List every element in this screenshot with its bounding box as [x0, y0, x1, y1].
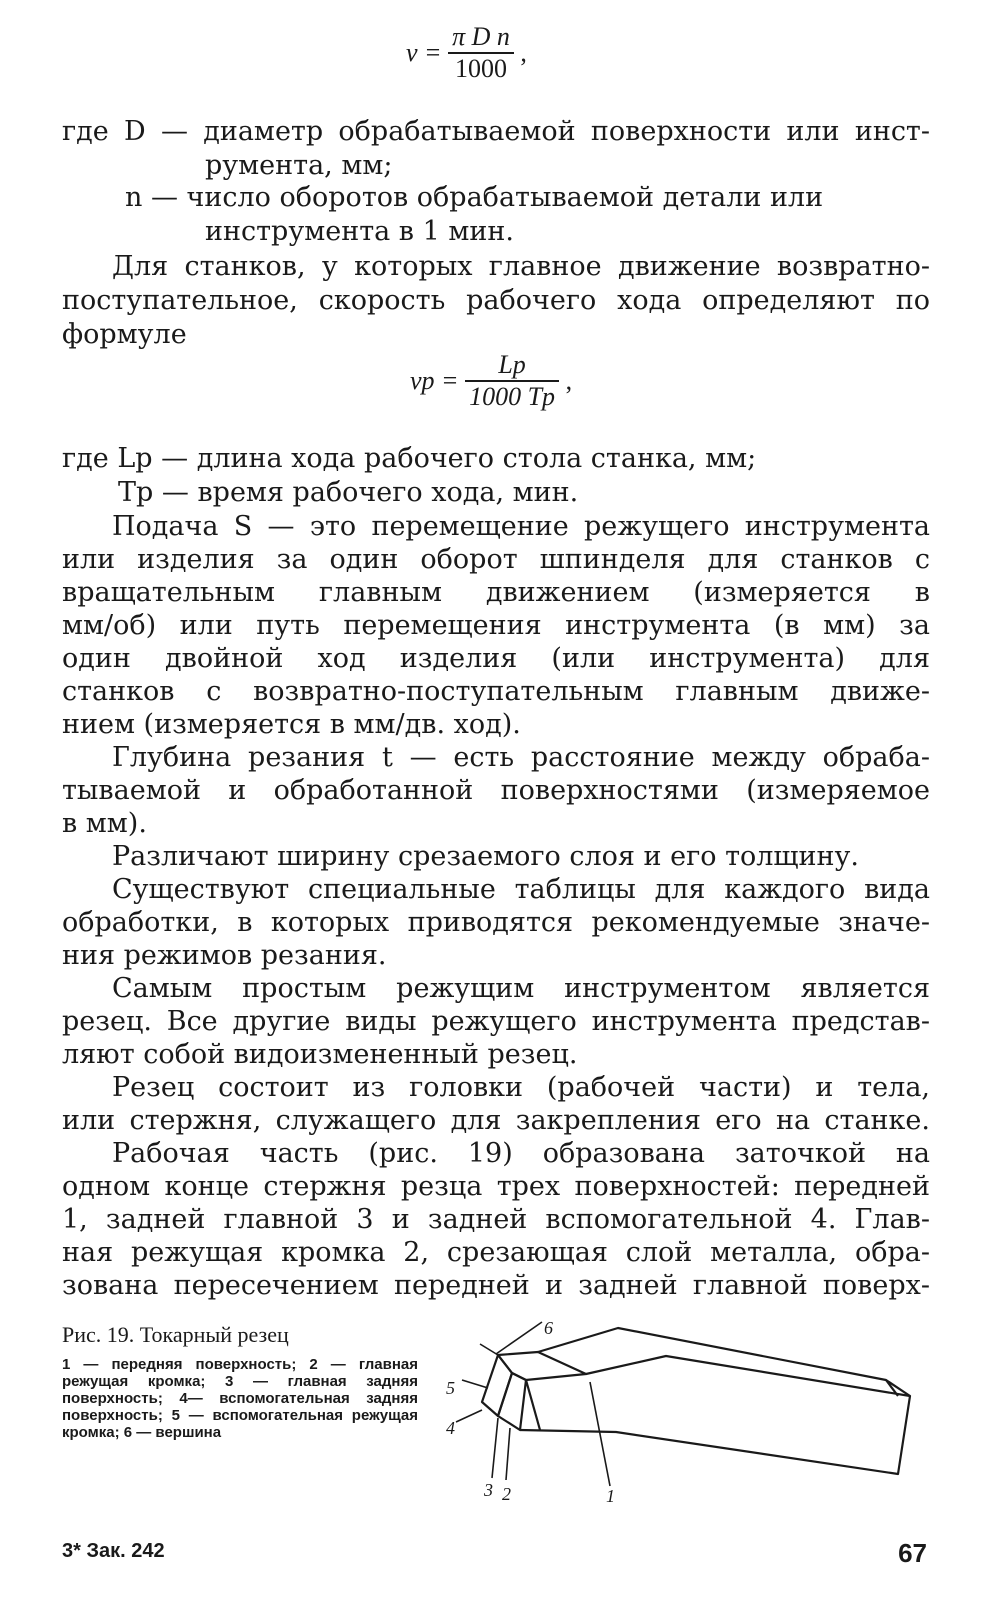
- paragraph-line: станков с возвратно-поступательным главным движе-: [62, 676, 930, 707]
- paragraph-line: ния режимов резания.: [62, 940, 387, 971]
- paragraph-line: или стержня, служащего для закрепления его на станке.: [62, 1105, 930, 1136]
- definition-line: где Lр — длина хода рабочего стола станка, мм;: [62, 443, 757, 474]
- label-6: 6: [544, 1318, 553, 1338]
- paragraph-line: мм/об) или путь перемещения инструмента (в мм) за: [62, 610, 930, 641]
- label-2: 2: [502, 1484, 511, 1504]
- paragraph-line: Существуют специальные таблицы для каждого вида: [112, 874, 930, 905]
- figure-caption: Рис. 19. Токарный резец: [62, 1322, 289, 1347]
- paragraph-line: или изделия за один оборот шпинделя для станков с: [62, 544, 930, 575]
- definition-line: Tр — время рабочего хода, мин.: [118, 477, 579, 508]
- paragraph-line: одном конце стержня резца трех поверхностей: передней: [62, 1171, 930, 1202]
- figure-legend: 1 — передняя поверхность; 2 — главная режущая кромка; 3 — главная задняя поверхность; 4— вспомогательная задняя поверхность; 5 — вспомогательная режущая кромка; 6 — вершина: [62, 1356, 418, 1441]
- paragraph-line: Различают ширину срезаемого слоя и его толщину.: [112, 841, 859, 872]
- paragraph-line: ная режущая кромка 2, срезающая слой металла, обра-: [62, 1237, 930, 1268]
- lathe-tool-figure: [440, 1318, 930, 1508]
- formula-fraction: [448, 22, 514, 84]
- definition-line: где D — диаметр обрабатываемой поверхности или инст-: [62, 116, 930, 147]
- formula-lhs: v =: [406, 38, 442, 67]
- paragraph-line: Рабочая часть (рис. 19) образована заточкой на: [112, 1138, 930, 1169]
- formula-denominator: 1000: [455, 54, 507, 83]
- formula-denominator: 1000 Tр: [469, 382, 556, 411]
- paragraph-line: вращательным главным движением (измеряется в: [62, 577, 930, 608]
- paragraph-line: тываемой и обработанной поверхностями (измеряемое: [62, 775, 930, 806]
- formula-comma: ,: [520, 38, 527, 67]
- page-number: 67: [898, 1538, 927, 1568]
- paragraph-line: Для станков, у которых главное движение возвратно-: [112, 251, 930, 282]
- paragraph-line: Самым простым режущим инструментом является: [112, 973, 930, 1004]
- label-1: 1: [606, 1486, 615, 1506]
- formula-numerator: π D n: [448, 22, 514, 54]
- paragraph-line: резец. Все другие виды режущего инструмента представ-: [62, 1006, 930, 1037]
- label-5: 5: [446, 1378, 455, 1398]
- definition-line: n — число оборотов обрабатываемой детали или: [125, 182, 824, 213]
- definition-line: румента, мм;: [205, 150, 393, 181]
- paragraph-line: формуле: [62, 319, 187, 350]
- paragraph-line: 1, задней главной 3 и задней вспомогательной 4. Глав-: [62, 1204, 930, 1235]
- formula-lhs: vр =: [410, 366, 459, 395]
- paragraph-line: Глубина резания t — есть расстояние между обраба-: [112, 742, 930, 773]
- paragraph-line: нием (измеряется в мм/дв. ход).: [62, 709, 521, 740]
- paragraph-line: в мм).: [62, 808, 147, 839]
- formula-cutting-speed: [406, 22, 527, 84]
- paragraph-line: Резец состоит из головки (рабочей части) и тела,: [112, 1072, 930, 1103]
- formula-stroke-speed: [410, 350, 572, 412]
- signature-mark: 3* Зак. 242: [62, 1540, 165, 1562]
- formula-fraction: [465, 350, 559, 412]
- paragraph-line: обработки, в которых приводятся рекомендуемые значе-: [62, 907, 930, 938]
- paragraph-line: Подача S — это перемещение режущего инструмента: [112, 511, 930, 542]
- paragraph-line: один двойной ход изделия (или инструмента) для: [62, 643, 930, 674]
- label-4: 4: [446, 1418, 455, 1438]
- paragraph-line: ляют собой видоизмененный резец.: [62, 1039, 578, 1070]
- definition-line: инструмента в 1 мин.: [205, 216, 514, 247]
- formula-comma: ,: [565, 366, 573, 395]
- tool-flank-face: [498, 1373, 526, 1430]
- label-3: 3: [484, 1480, 493, 1500]
- formula-numerator: Lр: [465, 350, 559, 382]
- paragraph-line: поступательное, скорость рабочего хода определяют по: [62, 285, 930, 316]
- paragraph-line: зована пересечением передней и задней главной поверх-: [62, 1270, 930, 1301]
